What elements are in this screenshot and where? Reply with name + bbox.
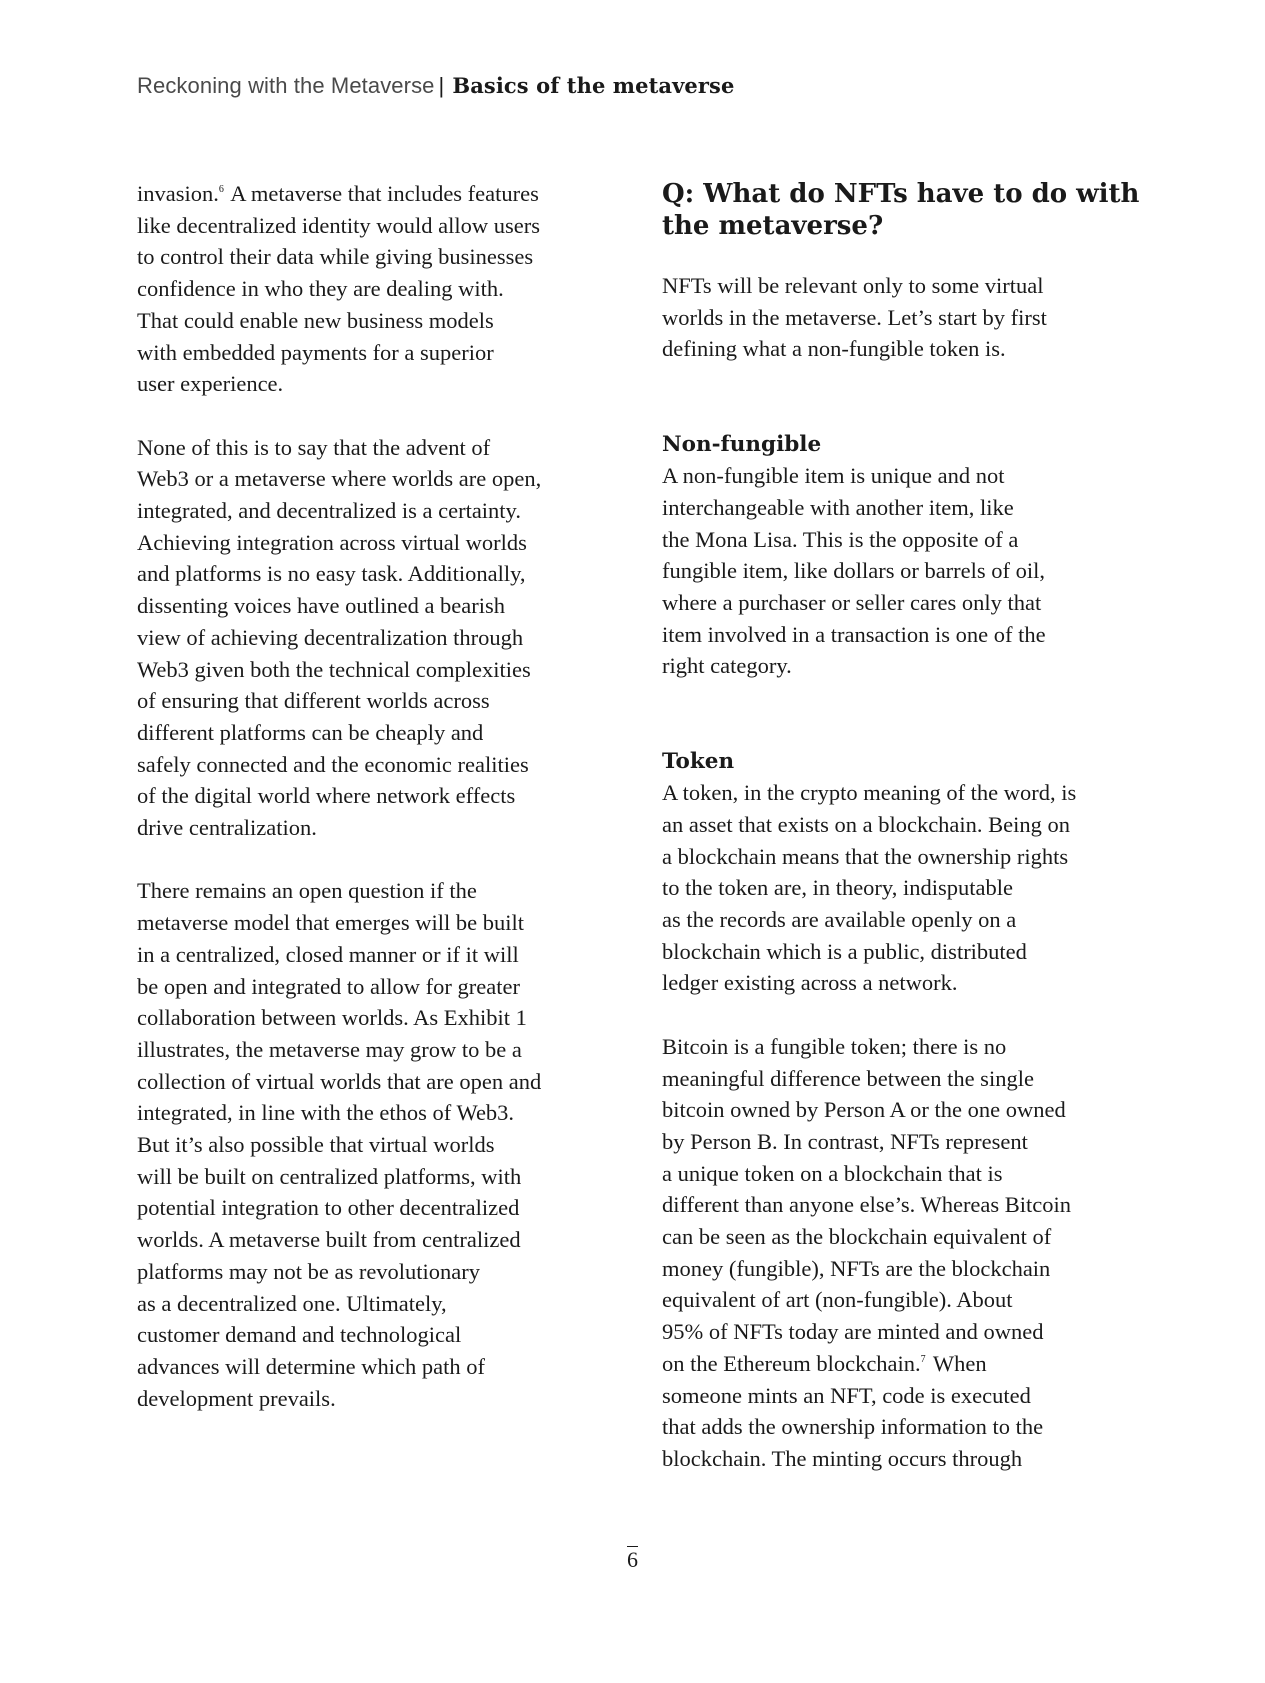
text-line: by Person B. In contrast, NFTs represent [662,1128,1028,1154]
text-line: 95% of NFTs today are minted and owned [662,1319,1044,1345]
text-line: Achieving integration across virtual worlds [137,529,527,555]
text-line: to control their data while giving businesses [137,244,534,270]
page-footer [0,1546,1265,1573]
document-title: Reckoning with the Metaverse [137,73,435,98]
paragraph-bitcoin [662,1031,1132,1475]
paragraph-web3-certainty [137,432,607,844]
text-line: collection of virtual worlds that are open and [137,1068,542,1094]
text-line: drive centralization. [137,815,317,841]
text-line: to the token are, in theory, indisputable [662,875,1013,901]
text-line: of ensuring that different worlds across [137,688,490,714]
text-line: NFTs will be relevant only to some virtual [662,273,1044,298]
heading-line: the metaverse? [662,211,884,241]
header-separator: | [438,73,445,98]
text-line: platforms may not be as revolutionary [137,1258,481,1284]
text-line: different than anyone else’s. Whereas Bitcoin [662,1192,1072,1218]
text-line: right category. [662,653,792,679]
text-line: can be seen as the blockchain equivalent of [662,1224,1052,1250]
text-line: different platforms can be cheaply and [137,719,484,745]
footnote-ref-6[interactable]: 6 [218,184,224,195]
text-line: fungible item, like dollars or barrels of oil, [662,558,1046,584]
text-line: There remains an open question if the [137,878,477,904]
text-line: A non-fungible item is unique and not [662,463,1005,489]
text-line: view of achieving decentralization through [137,624,524,650]
text-line: worlds. A metaverse built from centralized [137,1227,521,1253]
text-line: collaboration between worlds. As Exhibit 1 [137,1005,527,1031]
text-line: as the records are available openly on a [662,907,1017,933]
text-line: safely connected and the economic realities [137,751,529,777]
text-line: item involved in a transaction is one of the [662,621,1046,647]
text-line: potential integration to other decentralized [137,1195,520,1221]
section-title: Basics of the metaverse [452,73,735,98]
text-line: development prevails. [137,1385,336,1411]
text-line: someone mints an NFT, code is executed [662,1382,1031,1408]
text-line: on the Ethereum blockchain.$^7$ When [662,1350,987,1376]
text-line: worlds in the metaverse. Let’s start by first [662,304,1047,330]
footnote-ref-7[interactable]: 7 [920,1353,926,1365]
text-line: blockchain. The minting occurs through [662,1445,1023,1471]
paragraph-non-fungible [662,460,1132,682]
text-line: confidence in who they are dealing with. [137,276,504,302]
text-line: None of this is to say that the advent of [137,434,491,460]
text-line: integrated, and decentralized is a certainty. [137,498,521,524]
left-column [137,178,607,1414]
text-line: Bitcoin is a fungible token; there is no [662,1033,1007,1059]
text-line: that adds the ownership information to the [662,1414,1044,1440]
subheading-token: Token [662,748,735,774]
text-line: as a decentralized one. Ultimately, [137,1290,447,1316]
text-line: a unique token on a blockchain that is [662,1160,1003,1186]
text-line: advances will determine which path of [137,1353,486,1379]
text-line: of the digital world where network effects [137,783,516,809]
text-line: user experience. [137,371,284,397]
paragraph-decentralized-identity [137,178,607,400]
text-line: Web3 given both the technical complexities [137,656,531,682]
text-line: integrated, in line with the ethos of Web3. [137,1100,515,1126]
running-header [137,73,734,99]
text-line: an asset that exists on a blockchain. Being on [662,811,1071,837]
text-line: customer demand and technological [137,1322,462,1348]
paragraph-open-question [137,875,607,1414]
text-line: Web3 or a metaverse where worlds are open, [137,466,542,492]
text-line: in a centralized, closed manner or if it will [137,941,519,967]
text-line: money (fungible), NFTs are the blockchain [662,1255,1051,1281]
text-line: But it’s also possible that virtual worlds [137,1132,495,1158]
text-line: meaningful difference between the single [662,1065,1034,1091]
text-line: with embedded payments for a superior [137,339,494,365]
text-line: invasion.$^6$ A metaverse that includes features [137,181,539,206]
paragraph-token [662,777,1132,999]
text-line: bitcoin owned by Person A or the one owned [662,1097,1066,1123]
page-number: 6 [627,1547,638,1572]
text-line: a blockchain means that the ownership rights [662,843,1069,869]
subheading-non-fungible: Non-fungible [662,431,822,457]
text-line: That could enable new business models [137,307,494,333]
text-line: defining what a non-fungible token is. [662,336,1006,362]
text-line: interchangeable with another item, like [662,494,1014,520]
question-heading [662,178,1140,242]
heading-line: Q: What do NFTs have to do with [662,179,1140,209]
text-line: be open and integrated to allow for greater [137,973,520,999]
text-line: equivalent of art (non-fungible). About [662,1287,1013,1313]
text-line: ledger existing across a network. [662,970,958,996]
text-line: and platforms is no easy task. Additionally, [137,561,526,587]
text-line: metaverse model that emerges will be built [137,910,524,936]
text-line: A token, in the crypto meaning of the word, is [662,780,1077,806]
text-line: will be built on centralized platforms, with [137,1163,522,1189]
text-line: where a purchaser or seller cares only that [662,590,1042,616]
text-line: like decentralized identity would allow users [137,212,541,238]
text-line: illustrates, the metaverse may grow to be a [137,1036,522,1062]
text-line: dissenting voices have outlined a bearish [137,593,506,619]
right-column [662,178,1140,1475]
text-line: blockchain which is a public, distributed [662,938,1027,964]
text-line: the Mona Lisa. This is the opposite of a [662,526,1019,552]
paragraph-intro [662,270,1132,365]
